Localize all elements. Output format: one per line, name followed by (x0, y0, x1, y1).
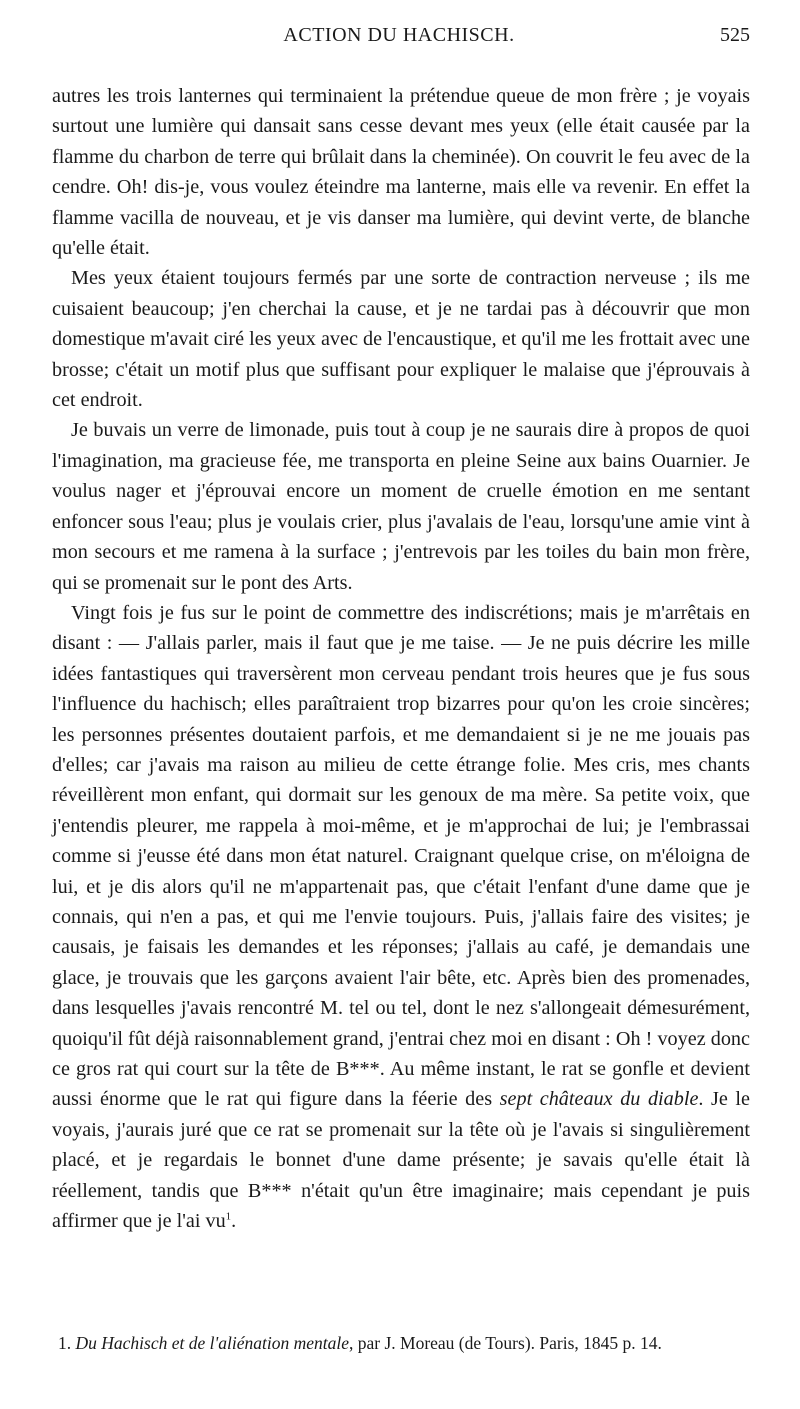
paragraph-text: Vingt fois je fus sur le point de commettre des indiscrétions; mais je m'arrêtais en disant : — J'allais parler, mais il faut que je me taise. — Je ne puis décrire les mille idées fantastiques qui traversèrent mon cerveau pendant trois heures que je fus sous l'influence du hachisch; elles paraîtraient trop bizarres pour qu'on les croie sincères; les personnes présentes doutaient parfois, et me demandaient si je ne me jouais pas d'elles; car j'avais ma raison au milieu de cette étrange folie. Mes cris, mes chants réveillèrent mon enfant, qui dormait sur les genoux de ma mère. Sa petite voix, que j'entendis pleurer, me rappela à moi-même, et je m'approchai de lui; je l'embrassai comme si j'eusse été dans mon état naturel. Craignant quelque crise, on m'éloigna de lui, et je dis alors qu'il ne m'appartenait pas, que c'était l'enfant d'une dame que je connais, qui n'en a pas, et qui me l'envie toujours. Puis, j'allais faire des visites; je causais, je faisais les demandes et les réponses; j'allais au café, je demandais une glace, je trouvais que les garçons avaient l'air bête, etc. Après bien des promenades, dans lesquelles j'avais rencontré M. tel ou tel, dont le nez s'allongeait démesurément, quoiqu'il fût déjà raisonnablement grand, j'entrai chez moi en disant : Oh ! voyez donc ce gros rat qui court sur la tête de B***. Au même instant, le rat se gonfle et devient aussi énorme que le rat qui figure dans la féerie des (52, 601, 750, 1111)
running-head (48, 20, 750, 50)
body-text (52, 81, 750, 1236)
running-title: ACTION DU HACHISCH. (283, 24, 515, 46)
footnote-text: , par J. Moreau (de Tours). Paris, 1845 p. 14. (348, 1333, 662, 1353)
footnote-title: Du Hachisch et de l'aliénation mentale (75, 1333, 349, 1353)
paragraph: Je buvais un verre de limonade, puis tout à coup je ne saurais dire à propos de quoi l'imagination, ma gracieuse fée, me transporta en pleine Seine aux bains Ouarnier. Je voulus nager et j'éprouvai encore un moment de cruelle émotion en me sentant enfoncer sous l'eau; plus je voulais crier, plus j'avalais de l'eau, lorsqu'une amie vint à mon secours et me ramena à la surface ; j'entrevois par les toiles du bain mon frère, qui se promenait sur le pont des Arts. (52, 419, 750, 594)
paragraph-end: . (231, 1210, 237, 1233)
footnote-reference[interactable]: 1 (225, 1210, 232, 1223)
footnote-mark: 1. (58, 1333, 72, 1353)
paragraph-text-continued: . Je le voyais, j'aurais juré que ce rat se promenait sur la tête où je l'avais si singulièrement placé, et je regardais le bonnet d'une dame présente; je savais qu'elle était là réellement, tandis que B*** n'était qu'un être imaginaire; mais cependant je puis affirmer que je l'ai vu (52, 1088, 751, 1233)
paragraph (52, 598, 750, 1237)
paragraph: Mes yeux étaient toujours fermés par une sorte de contraction nerveuse ; ils me cuisaient beaucoup; j'en cherchai la cause, et je ne tardai pas à découvrir que mon domestique m'avait ciré les yeux avec de l'encaustique, et qu'il me les frottait avec une brosse; c'était un motif plus que suffisant pour expliquer le malaise que j'éprouvais à cet endroit. (52, 267, 750, 412)
footnote (52, 1330, 750, 1356)
italic-title: sept châteaux du diable (499, 1088, 699, 1111)
paragraph: autres les trois lanternes qui terminaient la prétendue queue de mon frère ; je voyais surtout une lumière qui dansait sans cesse devant mes yeux (elle était causée par la flamme du charbon de terre qui brûlait dans la cheminée). On couvrit le feu avec de la cendre. Oh! dis-je, vous voulez éteindre ma lanterne, mais elle va revenir. En effet la flamme vacilla de nouveau, et je vis danser ma lumière, qui devint verte, de blanche qu'elle était. (52, 85, 750, 260)
page-number: 525 (720, 24, 750, 46)
